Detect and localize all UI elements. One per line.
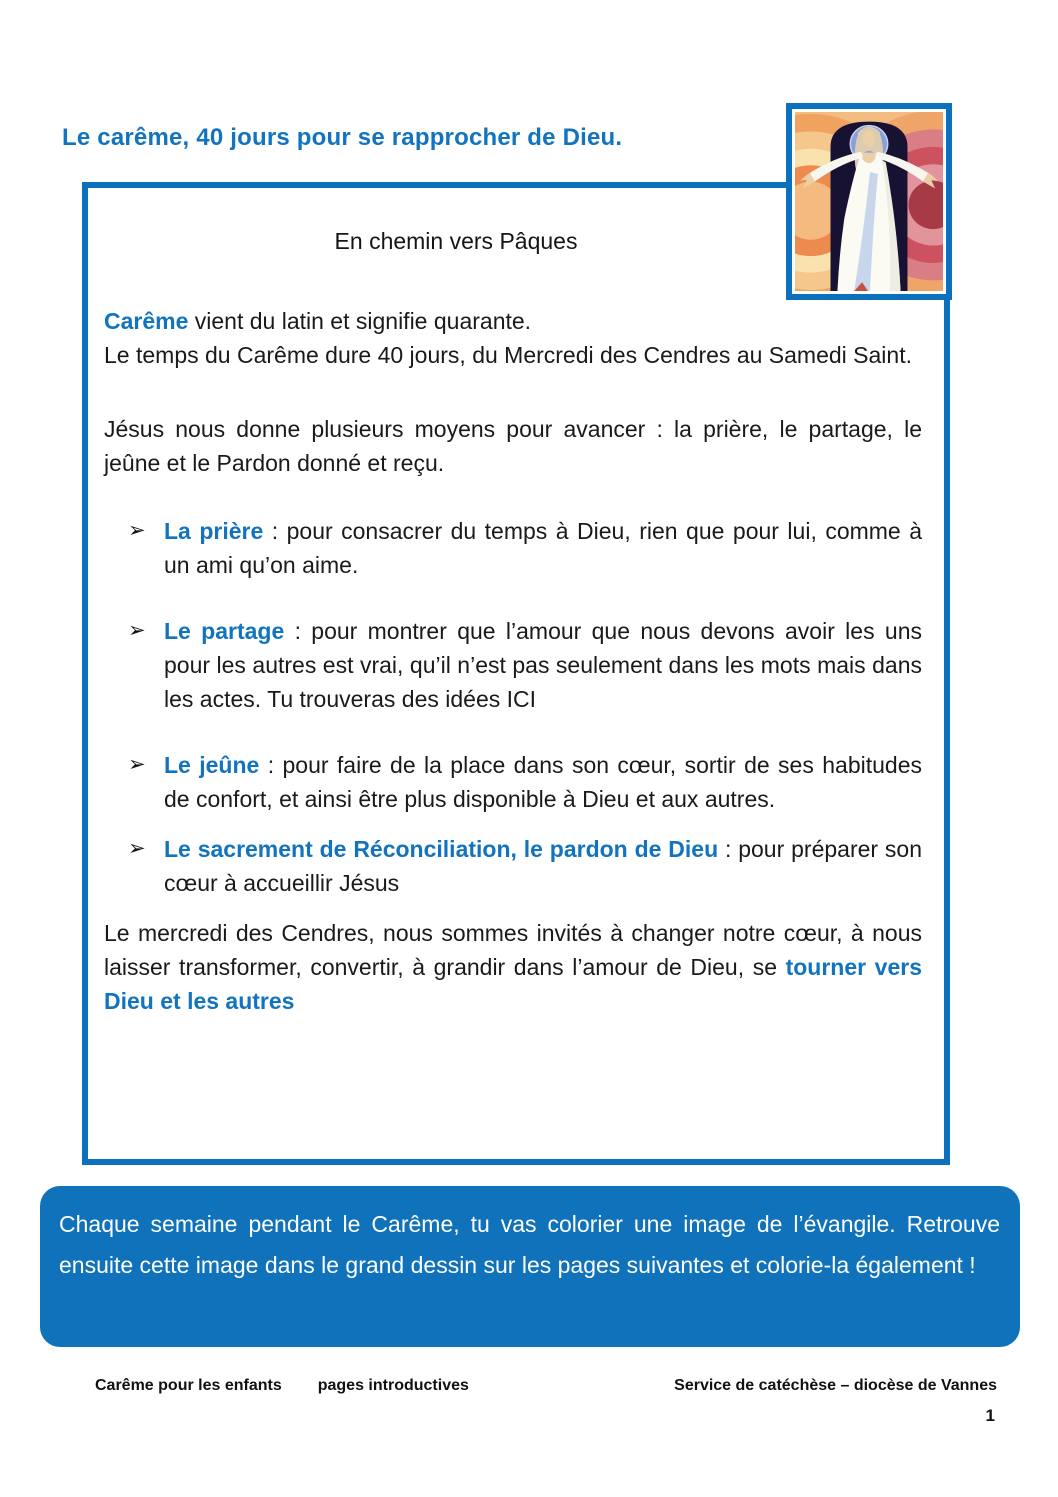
footer-doc-name: Carême pour les enfants [95, 1377, 282, 1394]
bullet-text-priere: : pour consacrer du temps à Dieu, rien que pour lui, comme à un ami qu’on aime. [164, 518, 922, 578]
moyens-list [104, 514, 928, 900]
arrow-bullet-icon: ➢ [128, 619, 146, 642]
list-item-reconciliation [122, 832, 922, 900]
arrow-bullet-icon: ➢ [128, 837, 146, 860]
list-item-priere [122, 514, 922, 582]
footer-left [95, 1377, 469, 1395]
footer-service: Service de catéchèse – diocèse de Vannes [674, 1377, 997, 1394]
paragraph-careme [104, 304, 928, 372]
bullet-lead-jeune: Le jeûne [164, 752, 260, 778]
resurrection-artwork [786, 103, 952, 300]
page-number: 1 [985, 1406, 995, 1425]
footer-section-name: pages introductives [317, 1377, 469, 1394]
christ-resurrection-illustration [795, 112, 943, 291]
bullet-text-jeune: : pour faire de la place dans son cœur, sortir de ses habitudes de confort, et ainsi être plus disponible à Dieu et aux autres. [164, 752, 922, 812]
careme-accent: Carême [104, 308, 189, 334]
bullet-lead-partage: Le partage [164, 618, 285, 644]
callout-text: Chaque semaine pendant le Carême, tu vas colorier une image de l’évangile. Retrouve ensuite cette image dans le grand dessin sur les pages suivantes et colorie-la également ! [59, 1211, 1000, 1278]
paragraph-moyens: Jésus nous donne plusieurs moyens pour avancer : la prière, le partage, le jeûne et le Pardon donné et reçu. [104, 416, 922, 476]
bullet-text-partage: : pour montrer que l’amour que nous devons avoir les uns pour les autres est vrai, qu’il n’est pas seulement dans les mots mais dans les actes. Tu trouveras des idées ICI [164, 618, 922, 712]
main-content-box [82, 182, 950, 1165]
bullet-text-reconciliation: : pour préparer son cœur à accueillir Jésus [164, 836, 922, 896]
paragraph-careme-line2: Le temps du Carême dure 40 jours, du Mercredi des Cendres au Samedi Saint. [104, 342, 912, 368]
page-footer [95, 1377, 997, 1395]
arrow-bullet-icon: ➢ [128, 753, 146, 776]
arrow-bullet-icon: ➢ [128, 519, 146, 542]
box-heading: En chemin vers Pâques [334, 228, 578, 254]
careme-rest: vient du latin et signifie quarante. [188, 308, 532, 334]
paragraph-careme-line1 [104, 304, 922, 338]
paragraph-cendres [104, 916, 928, 1018]
list-item-partage [122, 614, 922, 716]
list-item-jeune [122, 748, 922, 816]
cendres-accent: tourner vers Dieu et les autres [104, 954, 923, 1014]
cendres-text: Le mercredi des Cendres, nous sommes invités à changer notre cœur, à nous laisser transformer, convertir, à grandir dans l’amour de Dieu, se [104, 920, 922, 980]
page-title: Le carême, 40 jours pour se rapprocher de Dieu. [62, 124, 623, 151]
bullet-lead-priere: La prière [164, 518, 264, 544]
coloring-instructions-callout [40, 1186, 1020, 1347]
bullet-lead-reconciliation: Le sacrement de Réconciliation, le pardon de Dieu [164, 836, 719, 862]
